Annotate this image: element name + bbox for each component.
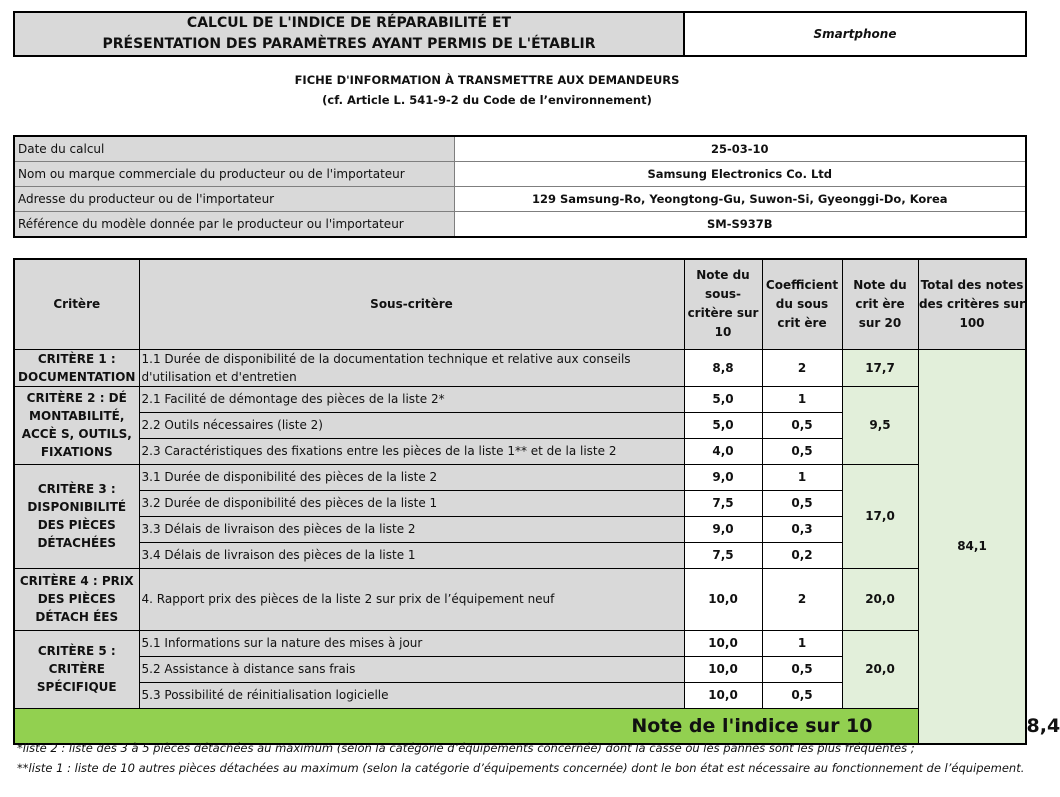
sub-criterion-note: 9,0 <box>684 464 762 490</box>
sub-criterion-note: 8,8 <box>684 349 762 386</box>
info-row <box>14 162 1026 187</box>
info-label: Référence du modèle donnée par le producteur ou l'importateur <box>14 212 454 238</box>
criterion-3-name: CRITÈRE 3 : DISPONIBILITÉ DES PIÈCES DÉTACHÉES <box>14 464 139 568</box>
sub-criterion-coefficient: 0,3 <box>762 516 842 542</box>
info-value: Samsung Electronics Co. Ltd <box>454 162 1026 187</box>
sub-criterion-label: 5.1 Informations sur la nature des mises à jour <box>139 630 684 656</box>
sub-criterion-note: 7,5 <box>684 542 762 568</box>
criteria-table <box>13 258 1060 745</box>
table-row <box>14 630 1026 656</box>
info-label: Nom ou marque commerciale du producteur ou de l'importateur <box>14 162 454 187</box>
index-label: Note de l'indice sur 10 <box>14 708 918 744</box>
info-label: Date du calcul <box>14 136 454 162</box>
sub-criterion-label: 5.2 Assistance à distance sans frais <box>139 656 684 682</box>
criterion-4-score: 20,0 <box>842 568 918 630</box>
sub-criterion-label: 2.2 Outils nécessaires (liste 2) <box>139 412 684 438</box>
sub-criterion-coefficient: 0,5 <box>762 682 842 708</box>
info-table <box>13 135 1027 238</box>
info-label: Adresse du producteur ou de l'importateur <box>14 187 454 212</box>
criterion-5-score: 20,0 <box>842 630 918 708</box>
sub-criterion-coefficient: 2 <box>762 349 842 386</box>
info-row <box>14 187 1026 212</box>
criterion-2-name: CRITÈRE 2 : DÉ MONTABILITÉ, ACCÈ S, OUTILS, FIXATIONS <box>14 386 139 464</box>
sub-criterion-label: 3.1 Durée de disponibilité des pièces de la liste 2 <box>139 464 684 490</box>
sub-criterion-note: 10,0 <box>684 682 762 708</box>
info-row <box>14 136 1026 162</box>
sub-criterion-note: 4,0 <box>684 438 762 464</box>
sub-criterion-label: 3.4 Délais de livraison des pièces de la liste 1 <box>139 542 684 568</box>
footnote-liste-2: *liste 2 : liste des 3 à 5 pièces détachées au maximum (selon la catégorie d’équipements concernée) dont la casse ou les pannes sont les plus fréquentes ; <box>17 741 915 755</box>
sub-criterion-note: 5,0 <box>684 386 762 412</box>
header-row <box>14 259 1026 349</box>
header-table <box>13 11 1027 57</box>
title-line-2: PRÉSENTATION DES PARAMÈTRES AYANT PERMIS DE L'ÉTABLIR <box>102 36 596 52</box>
sub-criterion-note: 10,0 <box>684 630 762 656</box>
info-row <box>14 212 1026 238</box>
index-footer-row: Note de l'indice sur 10 8,4 <box>14 708 1026 744</box>
col-header-total: Total des notes des critères sur 100 <box>918 259 1026 349</box>
total-score: 84,1 <box>918 349 1026 744</box>
info-value: 25-03-10 <box>454 136 1026 162</box>
sub-criterion-label: 2.3 Caractéristiques des fixations entre les pièces de la liste 1** et de la liste 2 <box>139 438 684 464</box>
sub-criterion-coefficient: 0,5 <box>762 438 842 464</box>
sub-criterion-note: 10,0 <box>684 656 762 682</box>
info-value: 129 Samsung-Ro, Yeongtong-Gu, Suwon-Si, Gyeonggi-Do, Korea <box>454 187 1026 212</box>
sub-criterion-coefficient: 0,5 <box>762 412 842 438</box>
sub-criterion-note: 10,0 <box>684 568 762 630</box>
col-header-critere: Critère <box>14 259 139 349</box>
sub-criterion-label: 3.3 Délais de livraison des pièces de la liste 2 <box>139 516 684 542</box>
sub-criterion-coefficient: 1 <box>762 386 842 412</box>
criterion-1-name: CRITÈRE 1 : DOCUMENTATION <box>14 349 139 386</box>
sub-criterion-note: 7,5 <box>684 490 762 516</box>
sub-criterion-coefficient: 0,5 <box>762 656 842 682</box>
criterion-3-score: 17,0 <box>842 464 918 568</box>
sub-criterion-note: 5,0 <box>684 412 762 438</box>
criterion-2-score: 9,5 <box>842 386 918 464</box>
sub-criterion-coefficient: 1 <box>762 464 842 490</box>
product-category: Smartphone <box>684 12 1026 56</box>
sub-criterion-coefficient: 1 <box>762 630 842 656</box>
sub-criterion-coefficient: 0,5 <box>762 490 842 516</box>
col-header-note-critere: Note du crit ère sur 20 <box>842 259 918 349</box>
col-header-coefficient: Coefficient du sous crit ère <box>762 259 842 349</box>
sub-criterion-label: 1.1 Durée de disponibilité de la documentation technique et relative aux conseils d'utilisation et d'entretien <box>139 349 684 386</box>
sub-criterion-label: 3.2 Durée de disponibilité des pièces de la liste 1 <box>139 490 684 516</box>
title-line-1: CALCUL DE L'INDICE DE RÉPARABILITÉ ET <box>186 15 512 31</box>
table-row <box>14 386 1026 412</box>
criterion-1-score: 17,7 <box>842 349 918 386</box>
sub-criterion-note: 9,0 <box>684 516 762 542</box>
subheader-line-1: FICHE D'INFORMATION À TRANSMETTRE AUX DEMANDEURS <box>294 73 680 87</box>
subheader-line-2: (cf. Article L. 541-9-2 du Code de l’environnement) <box>322 93 652 107</box>
col-header-sous-critere: Sous-critère <box>139 259 684 349</box>
sub-criterion-label: 4. Rapport prix des pièces de la liste 2 sur prix de l’équipement neuf <box>139 568 684 630</box>
footnote-liste-1: **liste 1 : liste de 10 autres pièces détachées au maximum (selon la catégorie d’équipements concernée) dont le bon état est nécessaire au fonctionnement de l’équipement. <box>17 761 1025 775</box>
table-row <box>14 349 1026 386</box>
sub-criterion-label: 2.1 Facilité de démontage des pièces de la liste 2* <box>139 386 684 412</box>
sub-criterion-label: 5.3 Possibilité de réinitialisation logicielle <box>139 682 684 708</box>
info-value: SM-S937B <box>454 212 1026 238</box>
sub-criterion-coefficient: 2 <box>762 568 842 630</box>
table-row <box>14 464 1026 490</box>
criterion-5-name: CRITÈRE 5 : CRITÈRE SPÉCIFIQUE <box>14 630 139 708</box>
document-title <box>14 12 684 56</box>
sub-criterion-coefficient: 0,2 <box>762 542 842 568</box>
criterion-4-name: CRITÈRE 4 : PRIX DES PIÈCES DÉTACH ÉES <box>14 568 139 630</box>
col-header-note-sous-critere: Note du sous-critère sur 10 <box>684 259 762 349</box>
table-row <box>14 568 1026 630</box>
